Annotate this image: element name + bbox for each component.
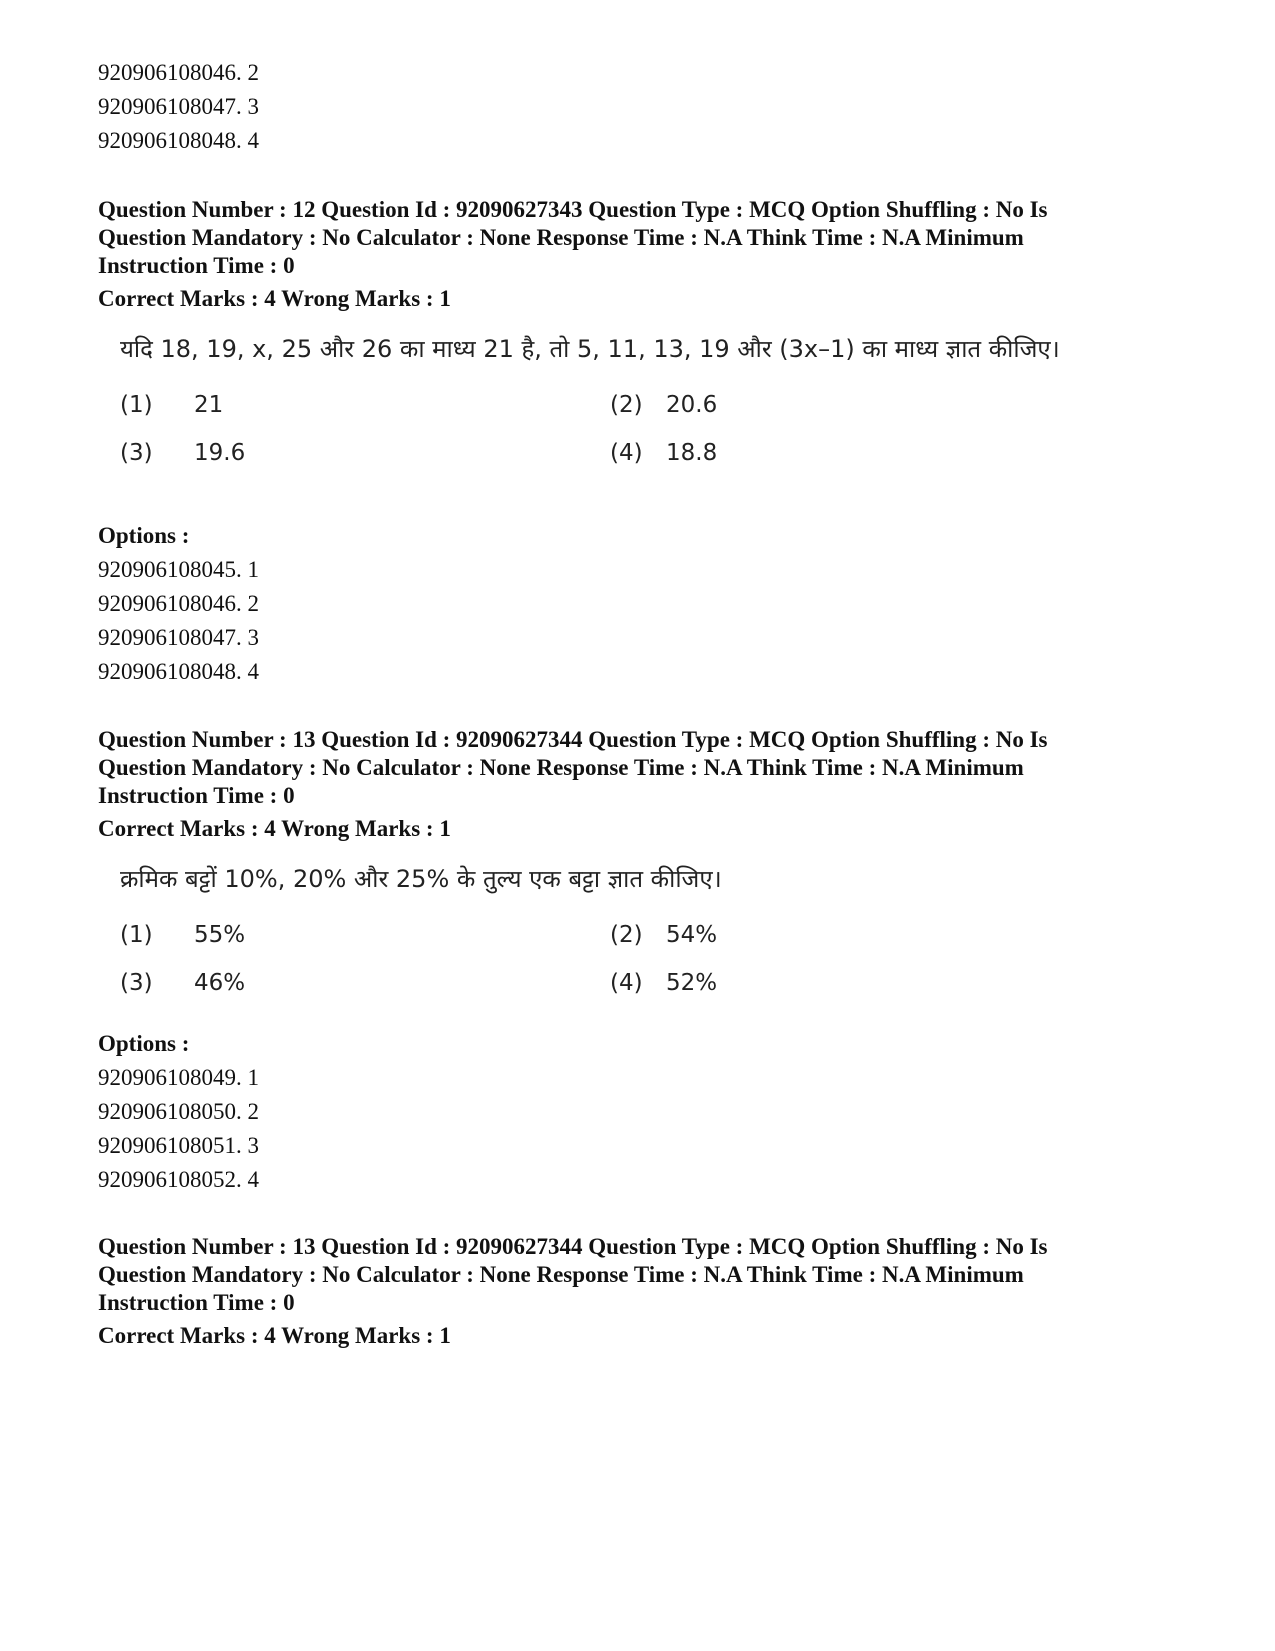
- top-options-list: [98, 56, 259, 158]
- choice-item: [120, 434, 610, 472]
- choice-value: 19.6: [194, 440, 246, 466]
- choice-item: [610, 916, 910, 954]
- option-line: 920906108051. 3: [98, 1133, 259, 1158]
- choice-item: [610, 964, 910, 1002]
- choice-number: (4): [610, 970, 643, 996]
- choice-number: (3): [120, 440, 153, 466]
- question-header-line: Instruction Time : 0: [98, 253, 295, 278]
- option-line: 920906108049. 1: [98, 1065, 259, 1090]
- option-line: 920906108052. 4: [98, 1167, 259, 1192]
- question-header-line: Instruction Time : 0: [98, 1290, 295, 1315]
- choice-value: 55%: [194, 922, 246, 948]
- choice-number: (3): [120, 970, 153, 996]
- question-body: [98, 332, 1188, 472]
- choice-number: (1): [120, 922, 153, 948]
- question-header-line: Instruction Time : 0: [98, 783, 295, 808]
- option-line: 920906108048. 4: [98, 659, 259, 684]
- choice-value: 18.8: [666, 440, 718, 466]
- question-13-repeat: [98, 1233, 1188, 1351]
- choice-value: 21: [194, 392, 224, 418]
- question-header-line: Question Mandatory : No Calculator : None Response Time : N.A Think Time : N.A Minimum: [98, 225, 1024, 250]
- question-header-line: Question Number : 13 Question Id : 92090627344 Question Type : MCQ Option Shuffling : No Is: [98, 1234, 1048, 1259]
- choice-number: (1): [120, 392, 153, 418]
- question-marks: Correct Marks : 4 Wrong Marks : 1: [98, 816, 451, 841]
- question-stem: यदि 18, 19, x, 25 और 26 का माध्य 21 है, तो 5, 11, 13, 19 और (3x–1) का माध्य ज्ञात कीजिए।: [120, 335, 1060, 363]
- question-13: [98, 726, 1188, 1002]
- question-marks: Correct Marks : 4 Wrong Marks : 1: [98, 1323, 451, 1348]
- choice-item: [120, 964, 610, 1002]
- choice-value: 20.6: [666, 392, 718, 418]
- choice-grid: [120, 916, 1188, 1002]
- option-line: 920906108045. 1: [98, 557, 259, 582]
- options-label: Options :: [98, 1031, 190, 1056]
- options-label: Options :: [98, 523, 190, 548]
- question-header-line: Question Number : 12 Question Id : 92090627343 Question Type : MCQ Option Shuffling : No Is: [98, 197, 1048, 222]
- option-line: 920906108046. 2: [98, 60, 259, 85]
- choice-item: [120, 916, 610, 954]
- option-line: 920906108047. 3: [98, 94, 259, 119]
- choice-value: 52%: [666, 970, 718, 996]
- option-line: 920906108046. 2: [98, 591, 259, 616]
- option-line: 920906108050. 2: [98, 1099, 259, 1124]
- question-12-options: [98, 519, 1188, 689]
- choice-grid: [120, 386, 1188, 472]
- question-stem: क्रमिक बट्टों 10%, 20% और 25% के तुल्य एक बट्टा ज्ञात कीजिए।: [120, 865, 722, 893]
- question-marks: Correct Marks : 4 Wrong Marks : 1: [98, 286, 451, 311]
- question-body: [98, 862, 1188, 1002]
- question-13-options: [98, 1027, 1188, 1197]
- question-header-line: Question Mandatory : No Calculator : None Response Time : N.A Think Time : N.A Minimum: [98, 755, 1024, 780]
- choice-item: [610, 386, 910, 424]
- choice-number: (4): [610, 440, 643, 466]
- choice-number: (2): [610, 922, 643, 948]
- choice-number: (2): [610, 392, 643, 418]
- choice-value: 46%: [194, 970, 246, 996]
- choice-value: 54%: [666, 922, 718, 948]
- option-line: 920906108048. 4: [98, 128, 259, 153]
- question-header-line: Question Mandatory : No Calculator : None Response Time : N.A Think Time : N.A Minimum: [98, 1262, 1024, 1287]
- choice-item: [610, 434, 910, 472]
- question-header-line: Question Number : 13 Question Id : 92090627344 Question Type : MCQ Option Shuffling : No Is: [98, 727, 1048, 752]
- choice-item: [120, 386, 610, 424]
- question-12: [98, 196, 1188, 472]
- option-line: 920906108047. 3: [98, 625, 259, 650]
